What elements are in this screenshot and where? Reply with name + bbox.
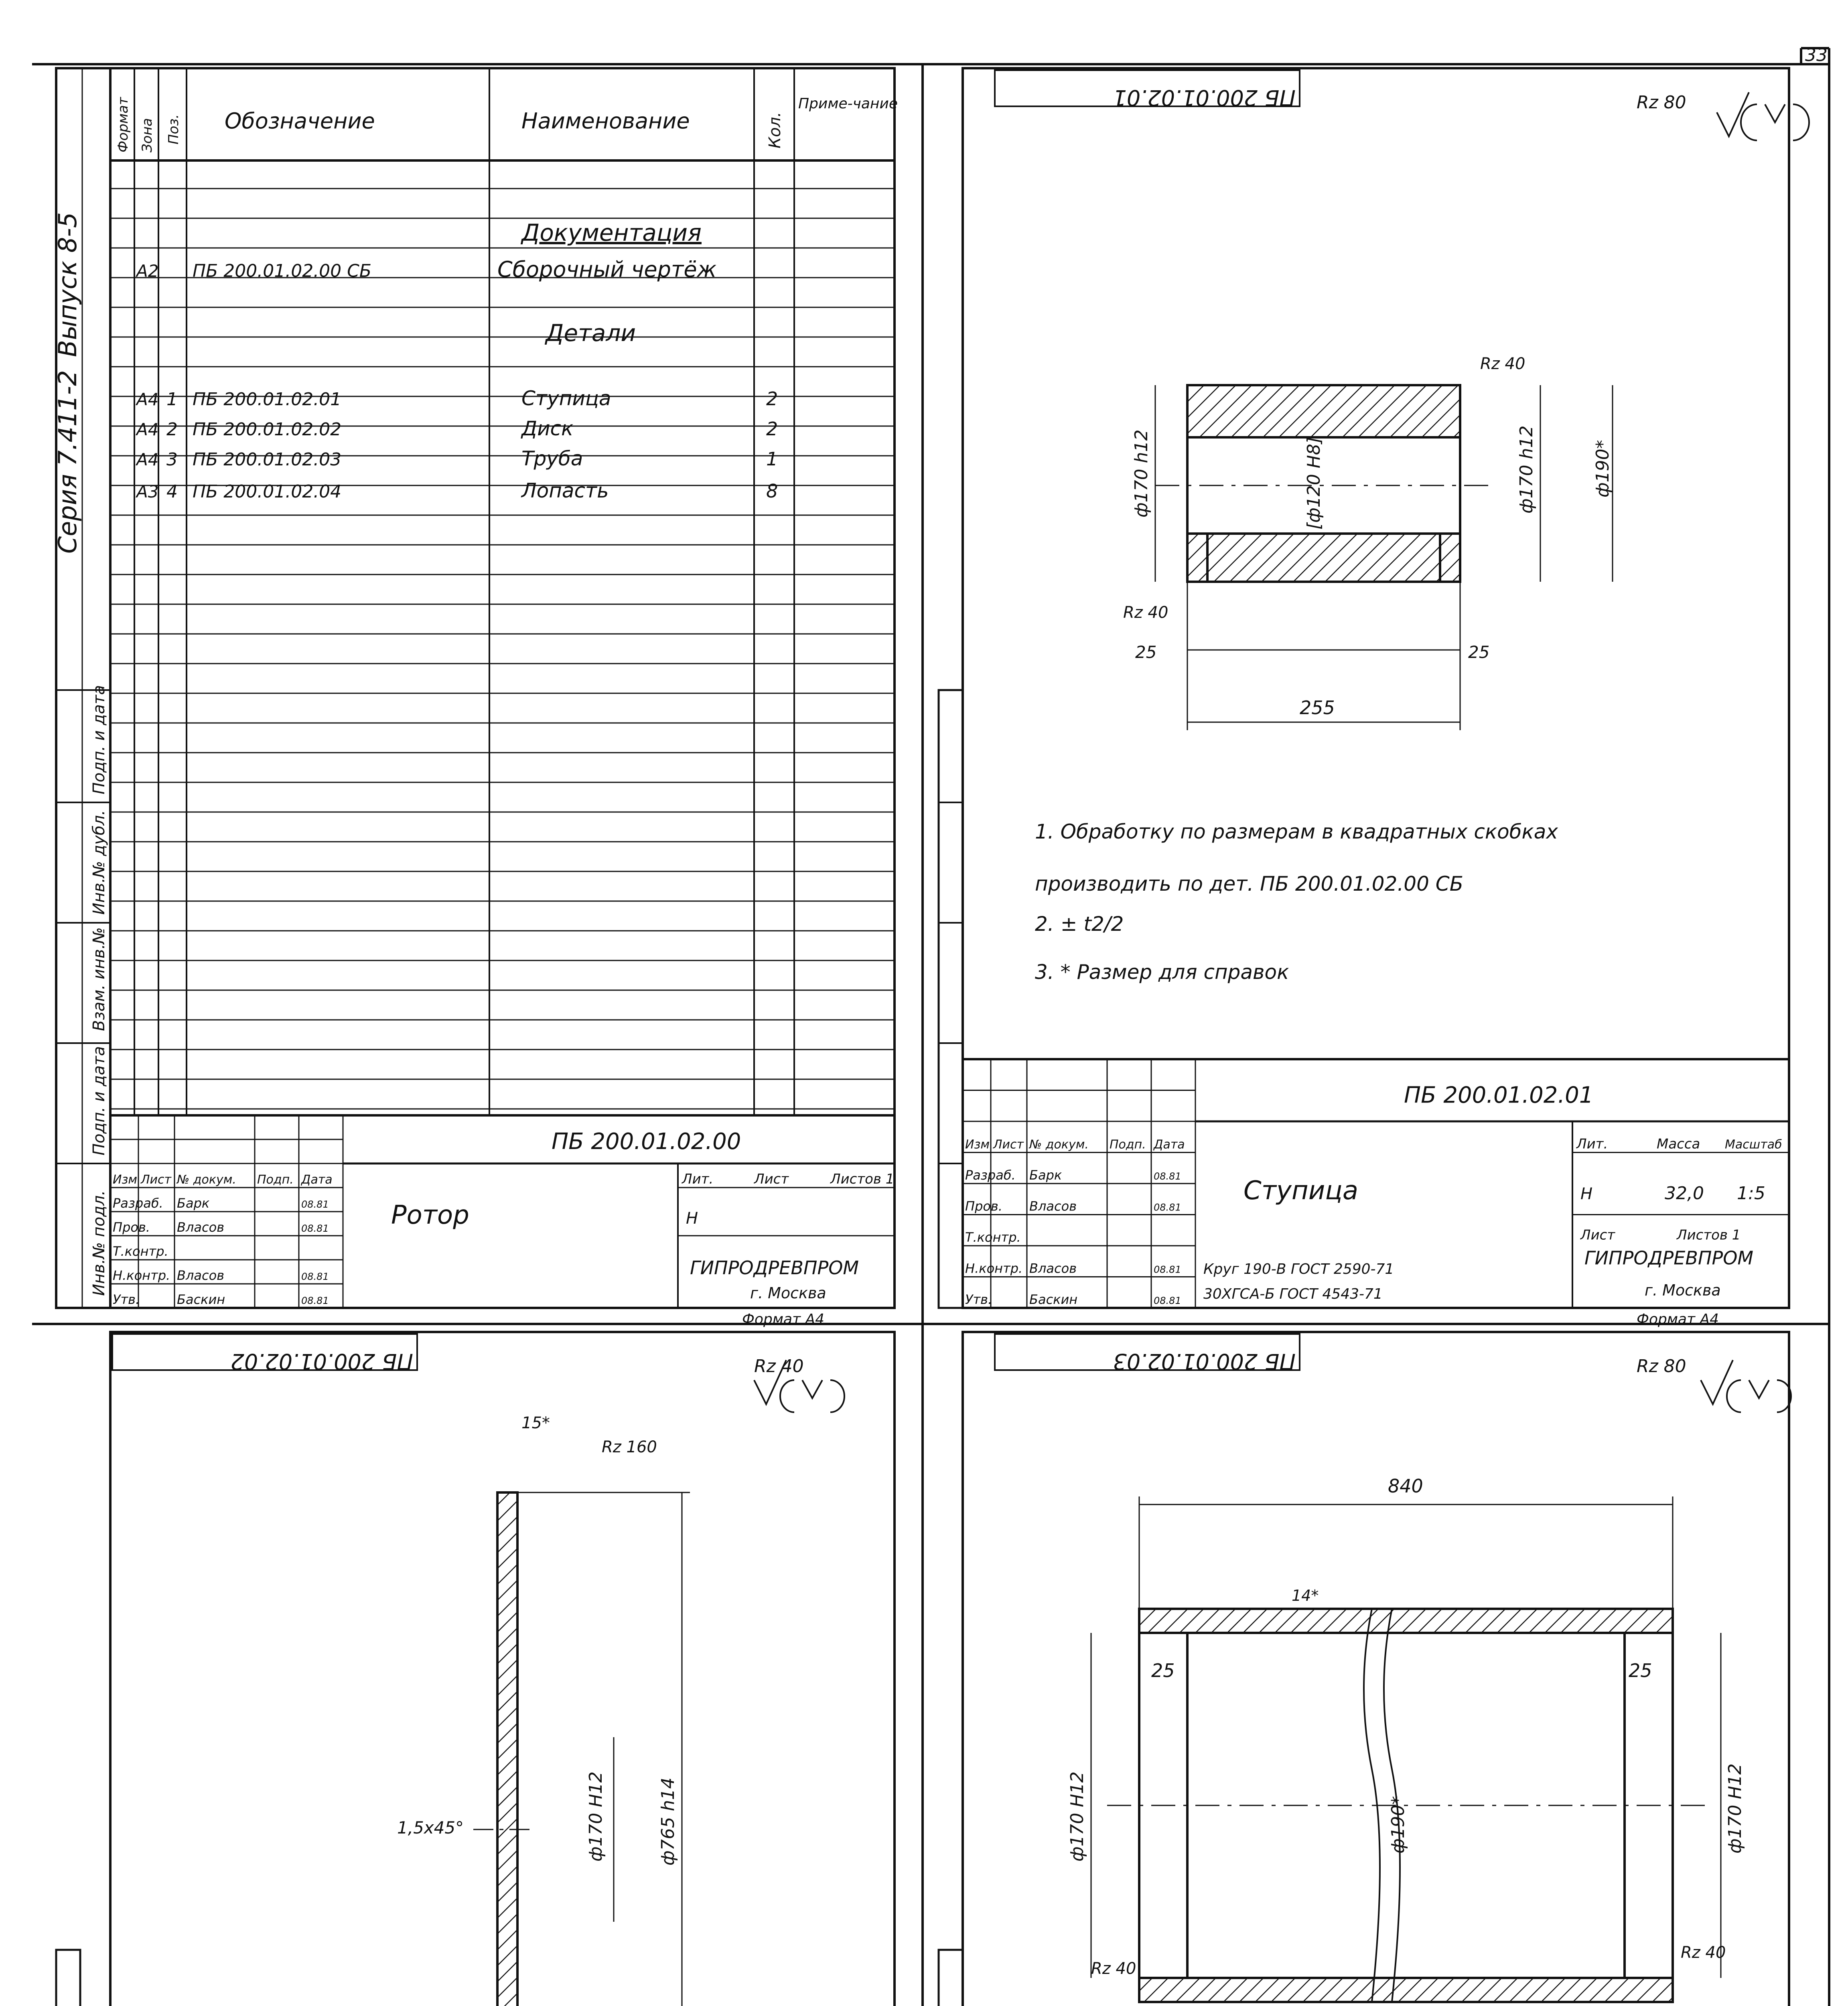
tb-role: Н.контр. (965, 1261, 1023, 1276)
spec-head-pos: Поз. (166, 114, 182, 144)
row-format: А4 (136, 420, 159, 439)
spec-doc-format: А2 (136, 261, 159, 281)
hub-dim-3: ф170 h12 (1516, 425, 1537, 514)
row-designation: ПБ 200.01.02.04 (193, 481, 342, 502)
row-designation: ПБ 200.01.02.03 (193, 449, 342, 470)
stamp-sign2: Подп. и дата (90, 685, 108, 794)
series-label: Серия 7.411-2 (53, 370, 82, 554)
spec-section-docs: Документация (521, 219, 702, 246)
hub-dim-7: 25 (1135, 642, 1157, 662)
row-qty: 2 (766, 388, 778, 410)
tb-date: 08.81 (301, 1199, 329, 1210)
row-qty: 1 (766, 448, 778, 470)
tb-sheet-label: Лист (754, 1171, 789, 1187)
tb-col-head: № докум. (1029, 1137, 1089, 1152)
tb-col-head: Лист (141, 1173, 172, 1187)
tb-person: Барк (177, 1196, 210, 1211)
spec-head-name: Наименование (521, 108, 690, 134)
sheet-frame (32, 48, 1829, 2006)
tb-lit-value: Н (686, 1209, 698, 1228)
tube-dim-3: 25 (1151, 1660, 1175, 1681)
hub-dim-1: ф170 h12 (1131, 429, 1152, 518)
tb-date: 08.81 (1154, 1171, 1181, 1182)
stamp-inv: Инв.№ подл. (90, 1190, 108, 1296)
row-designation: ПБ 200.01.02.01 (193, 389, 342, 410)
tb-date: 08.81 (301, 1295, 329, 1306)
tb-person: Власов (1029, 1198, 1077, 1214)
tb-format: Формат А4 (742, 1311, 825, 1328)
left-strip-spec (53, 68, 110, 1308)
tb-scale-label: Масштаб (1725, 1137, 1782, 1152)
tb-city: г. Москва (1645, 1281, 1721, 1299)
disk-code-upside: ПБ 200.01.02.02 (230, 1349, 413, 1374)
row-format: А4 (136, 450, 159, 469)
tb-city: г. Москва (750, 1284, 826, 1302)
tb-sheet-label: Лист (1580, 1227, 1615, 1243)
tube-dim-5: ф170 Н12 (1067, 1771, 1087, 1862)
tube-dim-9: Rz 40 (1681, 1943, 1726, 1962)
issue-label: Выпуск 8-5 (53, 212, 82, 357)
tb-date: 08.81 (1154, 1295, 1181, 1306)
tb-role: Пров. (113, 1220, 150, 1235)
stamp-replace: Взам. инв.№ (90, 927, 108, 1031)
row-name: Труба (521, 447, 583, 470)
spec-doc-designation: ПБ 200.01.02.00 СБ (193, 261, 372, 281)
row-name: Ступица (521, 387, 611, 410)
row-format: А4 (136, 390, 159, 409)
tb-col-head: № докум. (177, 1173, 236, 1187)
tb-role: Утв. (965, 1292, 992, 1307)
tb-col-head: Дата (301, 1173, 333, 1187)
tb-person: Власов (177, 1220, 225, 1235)
spec-row-2 (135, 417, 778, 440)
tube-dim-4: 25 (1629, 1660, 1652, 1681)
tb-name: Ступица (1243, 1176, 1359, 1206)
spec-head-zone: Зона (139, 118, 155, 152)
tube-drawing (963, 1332, 1791, 2006)
disk-dim-3: ф170 Н12 (586, 1771, 606, 1862)
row-pos: 1 (166, 389, 178, 410)
tube-dim-8: Rz 40 (1091, 1959, 1136, 1978)
spec-head-format: Формат (115, 97, 131, 152)
tb-role: Т.контр. (965, 1230, 1021, 1245)
tb-date: 08.81 (301, 1223, 329, 1234)
hub-dim-4: ф190* (1592, 440, 1613, 497)
tb-org: ГИПРОДРЕВПРОМ (690, 1257, 859, 1279)
disk-dim-1: 15* (521, 1414, 550, 1432)
spec-head-qty: Кол. (766, 112, 784, 148)
left-strip-disk (56, 1950, 80, 2006)
tb-role: Разраб. (965, 1167, 1016, 1183)
disk-dim-4: ф765 h14 (658, 1777, 678, 1866)
tb-role: Утв. (113, 1292, 140, 1307)
tb-col-head: Изм (113, 1173, 138, 1187)
tb-material-1: Круг 190-В ГОСТ 2590-71 (1203, 1261, 1394, 1277)
tb-date: 08.81 (301, 1271, 329, 1282)
row-designation: ПБ 200.01.02.02 (193, 419, 342, 440)
spec-section-parts: Детали (546, 319, 636, 347)
left-strip-hub (939, 690, 963, 1308)
spec-row-4 (135, 479, 778, 502)
specification-table (110, 68, 898, 1308)
tb-sheets-label: Листов 1 (830, 1171, 895, 1187)
hub-note-1: 1. Обработку по размерам в квадратных скобках (1035, 820, 1558, 843)
row-name: Лопасть (521, 479, 609, 502)
stamp-dup: Инв.№ дубл. (90, 810, 108, 915)
tb-role: Т.контр. (113, 1244, 168, 1259)
tb-date: 08.81 (1154, 1264, 1181, 1275)
stamp-sign: Подп. и дата (90, 1046, 108, 1155)
tb-mass: 32,0 (1665, 1183, 1704, 1204)
disk-roughness: Rz 40 (754, 1356, 804, 1377)
hub-roughness: Rz 80 (1637, 92, 1686, 113)
page-number: 33 (1805, 45, 1828, 65)
tube-roughness: Rz 80 (1637, 1356, 1686, 1377)
tb-person: Баскин (177, 1292, 225, 1307)
title-block-spec (110, 1115, 895, 1328)
spec-row-3 (135, 447, 778, 470)
title-block-hub (963, 1059, 1789, 1328)
tube-dim-7: ф170 Н12 (1725, 1763, 1745, 1854)
tb-date: 08.81 (1154, 1202, 1181, 1213)
row-qty: 2 (766, 418, 778, 440)
tb-sheets-label: Листов 1 (1677, 1227, 1741, 1243)
tb-lit-value: Н (1580, 1184, 1593, 1203)
tb-col-head: Подп. (1110, 1137, 1146, 1152)
tb-lit-label: Лит. (682, 1171, 714, 1187)
spec-row-1 (135, 387, 778, 410)
hub-dim-6: Rz 40 (1123, 603, 1168, 622)
hub-note-3: 2. ± t2/2 (1035, 912, 1124, 936)
row-pos: 2 (166, 419, 178, 440)
spec-head-note: Приме-чание (798, 95, 898, 112)
tb-person: Власов (177, 1268, 225, 1283)
tb-code: ПБ 200.01.02.01 (1404, 1082, 1594, 1109)
tb-mass-label: Масса (1657, 1136, 1700, 1152)
hub-note-2: производить по дет. ПБ 200.01.02.00 СБ (1035, 872, 1464, 895)
left-strip-tube (939, 1950, 963, 2006)
tb-col-head: Лист (993, 1137, 1024, 1152)
title-blocks (110, 1059, 1789, 2006)
disk-dim-2: Rz 160 (602, 1438, 657, 1456)
tb-scale: 1:5 (1737, 1183, 1765, 1204)
tb-person: Власов (1029, 1261, 1077, 1276)
tube-dim-1: 840 (1388, 1475, 1423, 1497)
row-pos: 4 (166, 481, 178, 502)
tube-dim-2: 14* (1292, 1587, 1319, 1604)
spec-head-designation: Обозначение (225, 108, 375, 134)
tb-col-head: Изм (965, 1137, 990, 1152)
tb-role: Н.контр. (113, 1268, 170, 1283)
disk-dim-5: 1,5х45° (397, 1818, 464, 1837)
tube-code-upside: ПБ 200.01.02.03 (1113, 1349, 1296, 1374)
tb-material-2: 30ХГСА-Б ГОСТ 4543-71 (1203, 1285, 1383, 1302)
hub-dim-2: [ф120 Н8] (1304, 437, 1324, 530)
hub-dim-5: Rz 40 (1480, 355, 1525, 373)
spec-doc-name: Сборочный чертёж (497, 257, 717, 282)
tb-format: Формат А4 (1637, 1311, 1719, 1328)
hub-dim-8: 25 (1468, 642, 1490, 662)
tube-dim-6: ф190* (1388, 1796, 1408, 1854)
hub-dim-9: 255 (1300, 697, 1335, 719)
row-name: Диск (521, 417, 574, 440)
tb-lit-label: Лит. (1576, 1136, 1608, 1152)
row-pos: 3 (166, 449, 178, 470)
hub-note-4: 3. * Размер для справок (1035, 960, 1289, 984)
tb-role: Разраб. (113, 1196, 163, 1211)
tb-code: ПБ 200.01.02.00 (552, 1129, 741, 1155)
tb-org: ГИПРОДРЕВПРОМ (1584, 1247, 1754, 1269)
tb-role: Пров. (965, 1198, 1002, 1214)
tb-name: Ротор (391, 1200, 469, 1230)
row-format: А3 (136, 482, 159, 502)
tb-person: Барк (1029, 1167, 1062, 1183)
disk-drawing (110, 1332, 895, 2006)
tb-col-head: Дата (1154, 1137, 1185, 1152)
row-qty: 8 (766, 480, 778, 502)
tb-person: Баскин (1029, 1292, 1078, 1307)
tb-col-head: Подп. (257, 1173, 294, 1187)
hub-code-upside: ПБ 200.01.02.01 (1113, 85, 1296, 110)
